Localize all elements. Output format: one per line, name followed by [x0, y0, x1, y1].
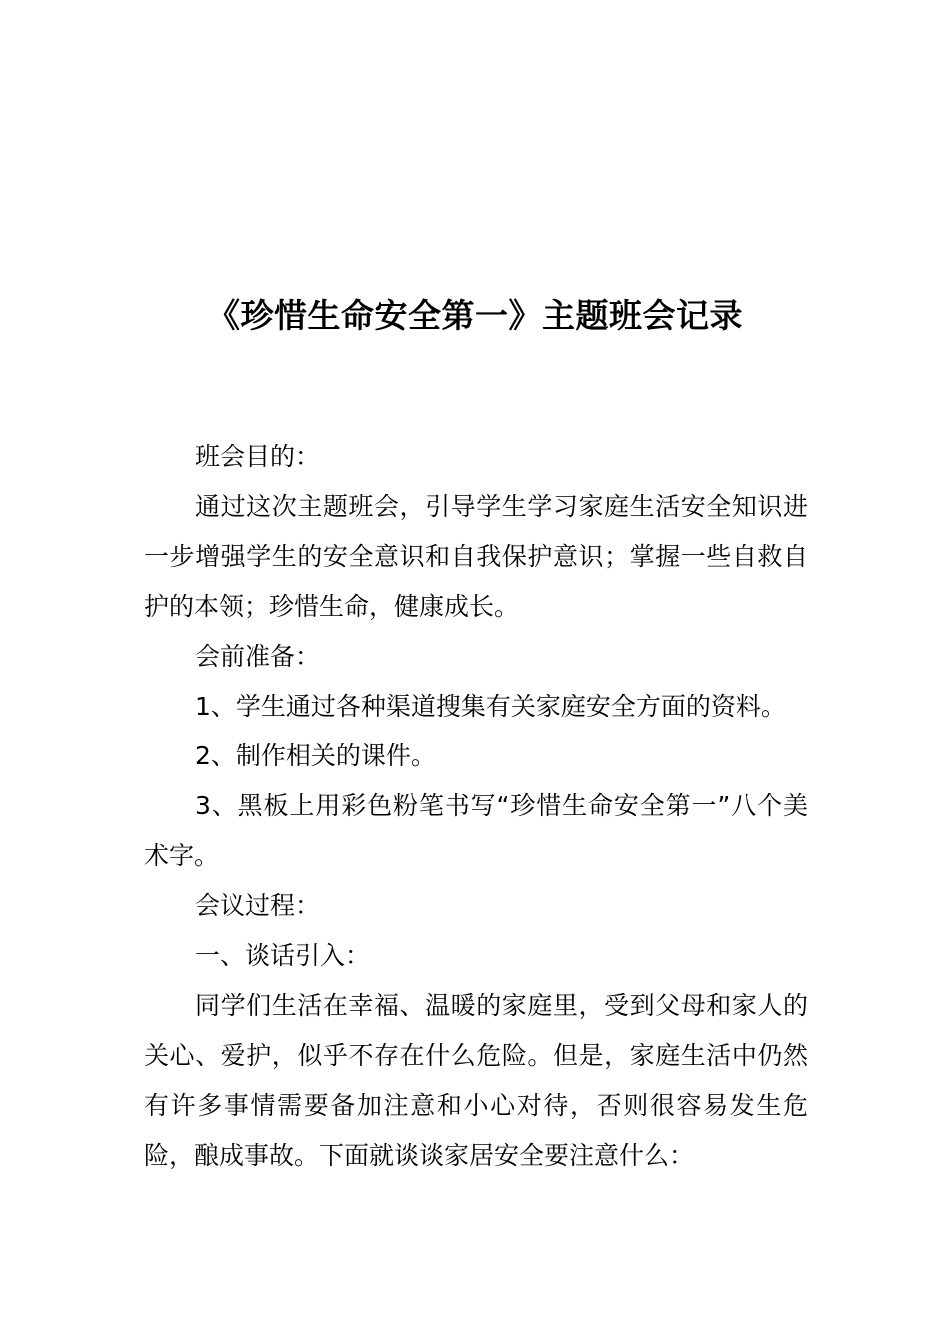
- paragraph-purpose: 通过这次主题班会，引导学生学习家庭生活安全知识进一步增强学生的安全意识和自我保护意识；掌握一些自救自护的本领；珍惜生命，健康成长。: [144, 491, 808, 621]
- document-title: 《珍惜生命安全第一》主题班会记录: [207, 296, 743, 335]
- list-item-preparation-1: 1、学生通过各种渠道搜集有关家庭安全方面的资料。: [195, 691, 786, 721]
- section-heading-process: 会议过程：: [195, 891, 321, 921]
- list-item-preparation-2: 2、制作相关的课件。: [195, 741, 436, 771]
- paragraph-intro: 同学们生活在幸福、温暖的家庭里，受到父母和家人的关心、爱护，似乎不存在什么危险。但是，家庭生活中仍然有许多事情需要备加注意和小心对待，否则很容易发生危险，酿成事故。下面就谈谈家居安全要注意什么：: [144, 990, 808, 1170]
- list-item-preparation-3: 3、黑板上用彩色粉笔书写“珍惜生命安全第一”八个美术字。: [144, 791, 808, 871]
- subsection-heading-intro: 一、谈话引入：: [195, 941, 371, 971]
- section-heading-purpose: 班会目的：: [195, 442, 321, 471]
- section-heading-preparation: 会前准备：: [195, 641, 321, 671]
- document-body: [144, 432, 808, 1181]
